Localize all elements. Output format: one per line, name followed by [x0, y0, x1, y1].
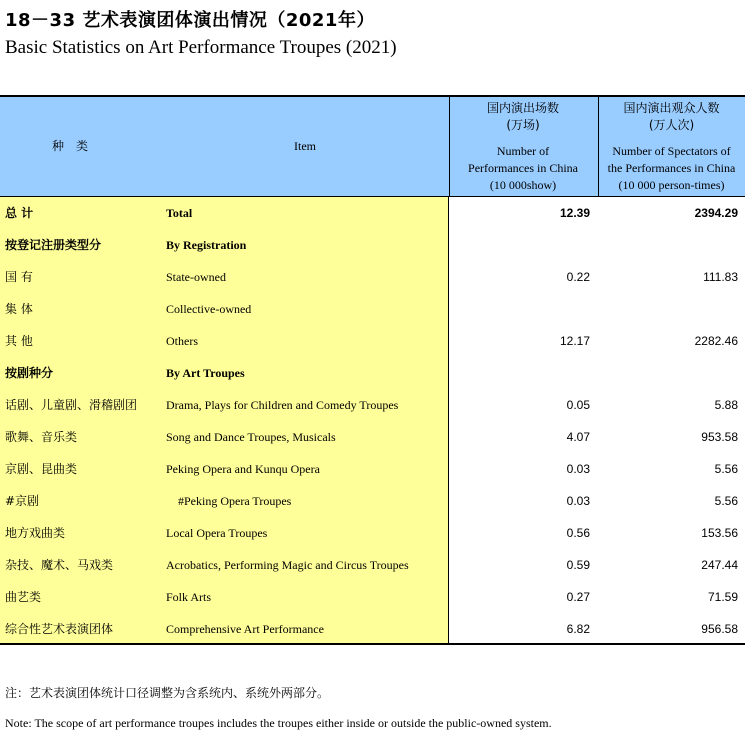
- row-label-en: Peking Opera and Kunqu Opera: [166, 462, 320, 476]
- header-col1-en-2: Performances in China: [468, 161, 578, 175]
- row-label-cn: 京剧、昆曲类: [5, 462, 78, 476]
- table-row: [0, 293, 745, 325]
- row-performances: 0.22: [566, 270, 590, 284]
- row-performances: 0.03: [566, 462, 590, 476]
- row-label-en: Drama, Plays for Children and Comedy Troupes: [166, 398, 399, 412]
- table-row: [0, 613, 745, 645]
- row-spectators: 5.56: [714, 494, 738, 508]
- header-col1-en-unit: (10 000show): [489, 178, 557, 192]
- row-performances: 0.27: [566, 590, 590, 604]
- row-spectators: 956.58: [701, 622, 738, 636]
- row-spectators: 71.59: [707, 590, 738, 604]
- header-col1-unit-cn: (万场): [506, 118, 540, 132]
- row-label-en: Comprehensive Art Performance: [166, 622, 324, 636]
- row-label-cn: 国 有: [5, 270, 33, 284]
- row-label-en: State-owned: [166, 270, 226, 284]
- table-row-section-art-troupes: [0, 357, 745, 389]
- footnote-en: Note: The scope of art performance troupes includes the troupes either inside or outside the public-owned system.: [5, 716, 552, 730]
- table-row: [0, 421, 745, 453]
- row-label-en: Local Opera Troupes: [166, 526, 268, 540]
- row-label-cn: 话剧、儿童剧、滑稽剧团: [5, 398, 138, 412]
- row-performances: 0.59: [566, 558, 590, 572]
- row-spectators: 2282.46: [694, 334, 738, 348]
- row-spectators: 153.56: [701, 526, 738, 540]
- row-label-en: By Art Troupes: [166, 366, 245, 380]
- header-col1-en-1: Number of: [496, 144, 550, 158]
- table-row: [0, 581, 745, 613]
- header-col2: [598, 100, 745, 194]
- row-performances: 12.39: [559, 206, 590, 220]
- row-label-cn: 地方戏曲类: [5, 526, 66, 540]
- row-label-en: Total: [166, 206, 193, 220]
- table-row: [0, 453, 745, 485]
- header-col1: [450, 100, 596, 194]
- row-label-cn: 综合性艺术表演团体: [5, 622, 114, 636]
- row-performances: 6.82: [566, 622, 590, 636]
- row-spectators: 247.44: [701, 558, 738, 572]
- row-label-en: Song and Dance Troupes, Musicals: [166, 430, 336, 444]
- row-performances: 4.07: [566, 430, 590, 444]
- table-bottom-rule: [0, 643, 745, 645]
- table-row: [0, 517, 745, 549]
- table-row: [0, 389, 745, 421]
- row-label-cn: 集 体: [5, 302, 33, 316]
- row-spectators: 2394.29: [694, 206, 738, 220]
- header-type-cn: 种 类: [51, 139, 88, 153]
- row-label-cn: 总 计: [5, 206, 34, 220]
- table-row: [0, 325, 745, 357]
- footnote-cn: 注：艺术表演团体统计口径调整为含系统内、系统外两部分。: [5, 686, 330, 700]
- header-col2-en-unit: (10 000 person-times): [618, 178, 725, 192]
- row-performances: 0.03: [566, 494, 590, 508]
- header-col1-cn: 国内演出场数: [486, 101, 559, 115]
- row-performances: 0.56: [566, 526, 590, 540]
- row-label-cn: #京剧: [5, 494, 40, 508]
- page-title-cn: 18－33 艺术表演团体演出情况（2021年）: [5, 10, 375, 31]
- row-label-cn: 其 他: [5, 334, 33, 348]
- row-label-en: Collective-owned: [166, 302, 252, 316]
- table-row: [0, 549, 745, 581]
- row-label-en: By Registration: [166, 238, 247, 252]
- table-row: [0, 261, 745, 293]
- row-label-en: Others: [166, 334, 198, 348]
- row-spectators: 953.58: [701, 430, 738, 444]
- row-label-cn: 曲艺类: [5, 590, 42, 604]
- header-col2-en-1: Number of Spectators of: [612, 144, 731, 158]
- row-spectators: 111.83: [703, 270, 738, 284]
- header-col2-cn: 国内演出观众人数: [623, 101, 720, 115]
- row-label-en: #Peking Opera Troupes: [178, 494, 292, 508]
- row-performances: 0.05: [566, 398, 590, 412]
- header-item-en: Item: [294, 139, 316, 153]
- table-row-total: [0, 197, 745, 229]
- row-label-cn: 歌舞、音乐类: [5, 430, 78, 444]
- row-label-en: Folk Arts: [166, 590, 212, 604]
- table-row: [0, 485, 745, 517]
- row-spectators: 5.88: [714, 398, 738, 412]
- table-row-section-registration: [0, 229, 745, 261]
- row-label-en: Acrobatics, Performing Magic and Circus Troupes: [166, 558, 409, 572]
- row-spectators: 5.56: [714, 462, 738, 476]
- header-col2-unit-cn: (万人次): [648, 118, 695, 132]
- row-label-cn: 杂技、魔术、马戏类: [5, 558, 114, 572]
- row-performances: 12.17: [559, 334, 590, 348]
- row-label-cn: 按登记注册类型分: [5, 238, 102, 252]
- row-label-cn: 按剧种分: [5, 366, 54, 380]
- page-title-en: Basic Statistics on Art Performance Troupes (2021): [5, 37, 397, 58]
- header-col2-en-2: the Performances in China: [607, 161, 736, 175]
